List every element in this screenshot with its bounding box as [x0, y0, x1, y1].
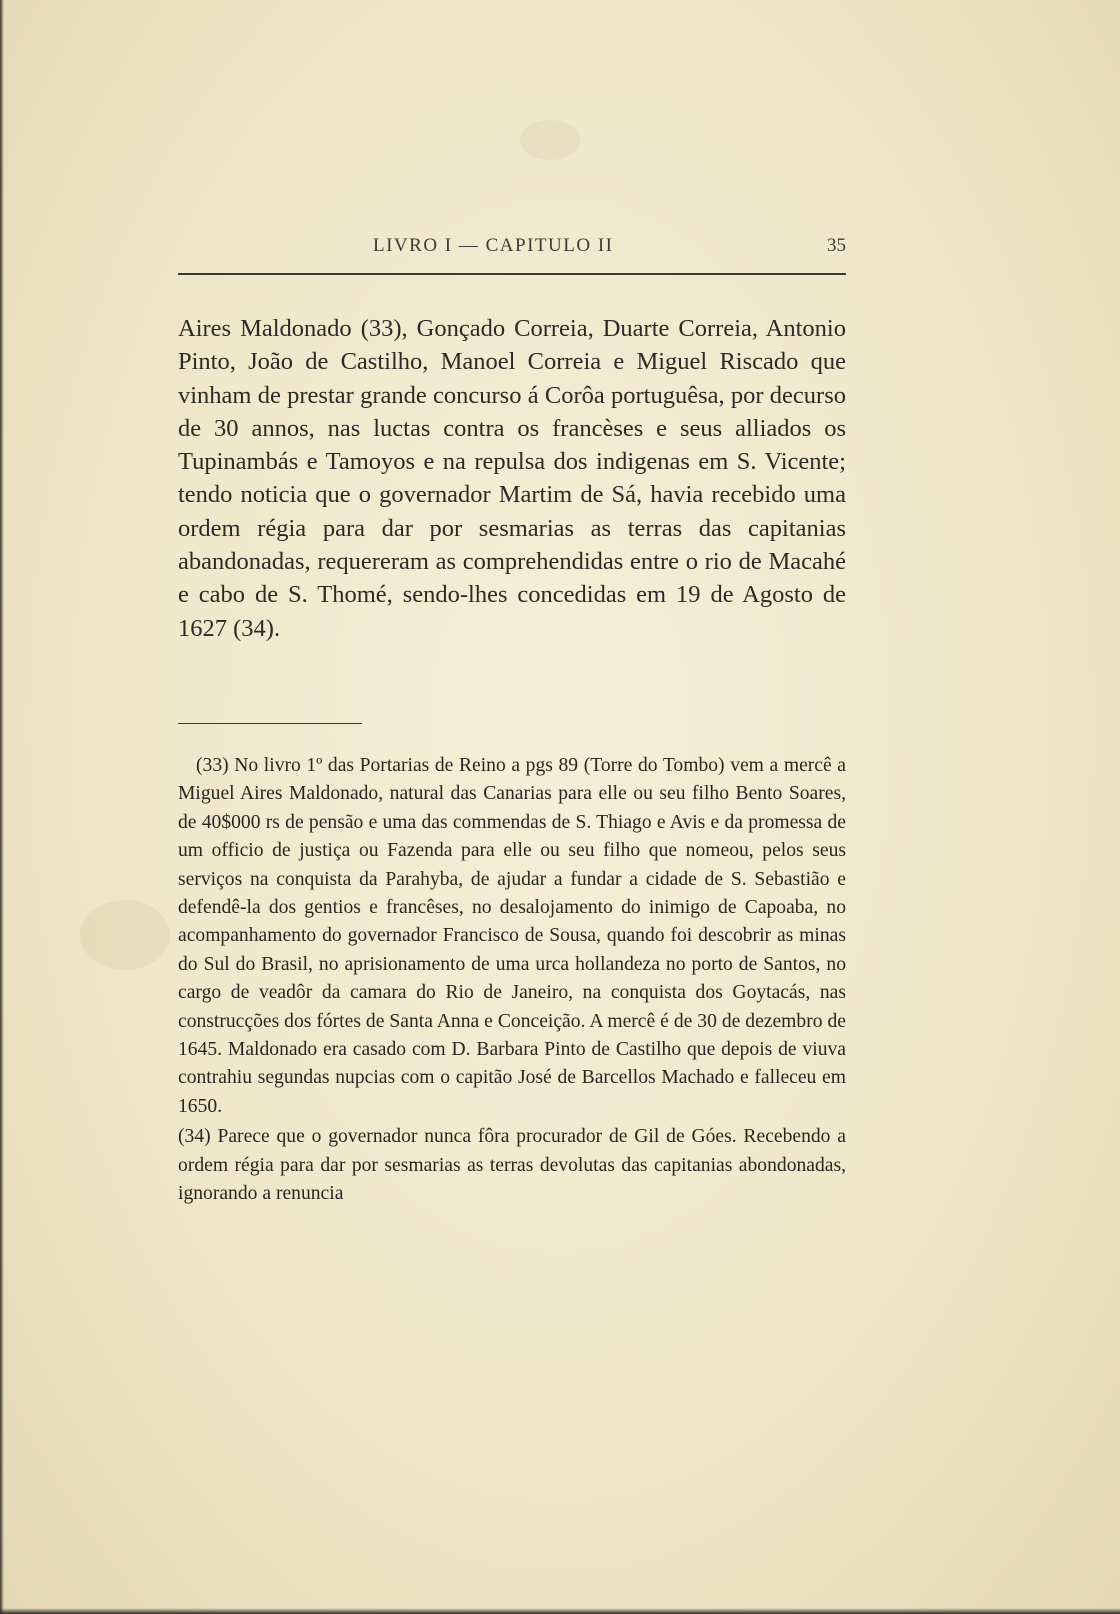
- page-edge-shadow-left: [0, 0, 4, 1614]
- footnote-separator: [178, 723, 362, 724]
- footnote-33: (33) No livro 1º das Portarias de Reino a pgs 89 (Torre do Tombo) vem a mercê a Miguel Aires Maldonado, natural das Canarias para elle ou seu filho Bento Soares, de 40$000 rs de pensão e uma das commendas de S. Thiago e Avis e da promessa de um officio de justiça ou Fazenda para elle ou seu filho que nomeou, pelos seus serviços na conquista da Parahyba, de ajudar a fundar a cidade de S. Sebastião e defendê-la dos gentios e francêses, no desalojamento do inimigo de Capoaba, no acompanhamento do governador Francisco de Sousa, quando foi descobrir as minas do Sul do Brasil, no aprisionamento de uma urca hollandeza no porto de Santos, no cargo de veadôr da camara do Rio de Janeiro, na conquista dos Goytacás, nas construcções dos fórtes de Santa Anna e Conceição. A mercê é de 30 de dezembro de 1645. Maldonado era casado com D. Barbara Pinto de Castilho que depois de viuva contrahiu segundas nupcias com o capitão José de Barcellos Machado e falleceu em 1650.: [178, 755, 846, 1117]
- running-header: [178, 232, 846, 262]
- paper-stain: [80, 900, 170, 970]
- main-paragraph: Aires Maldonado (33), Gonçado Correia, Duarte Correia, Antonio Pinto, João de Castilho, Manoel Correia e Miguel Riscado que vinham de prestar grande concurso á Corôa portuguêsa, por decurso de 30 annos, nas luctas contra os francèses e seus alliados os Tupinambás e Tamoyos e na repulsa dos indigenas em S. Vicente; tendo noticia que o governador Martim de Sá, havia recebido uma ordem régia para dar por sesmarias as terras das capitanias abandonadas, requereram as comprehendidas entre o rio de Macahé e cabo de S. Thomé, sendo-lhes concedidas em 19 de Agosto de 1627 (34).: [178, 315, 846, 642]
- footnote-34: (34) Parece que o governador nunca fôra procurador de Gil de Góes. Recebendo a ordem régia para dar por sesmarias as terras devolutas das capitanias abondonadas, ignorando a renuncia: [178, 1126, 846, 1205]
- page-number: 35: [827, 235, 846, 256]
- running-title: LIVRO I — CAPITULO II: [373, 235, 614, 256]
- header-rule: [178, 273, 846, 275]
- footnotes: [178, 752, 846, 1209]
- page-edge-shadow-bottom: [0, 1608, 1120, 1614]
- paper-stain: [520, 120, 580, 160]
